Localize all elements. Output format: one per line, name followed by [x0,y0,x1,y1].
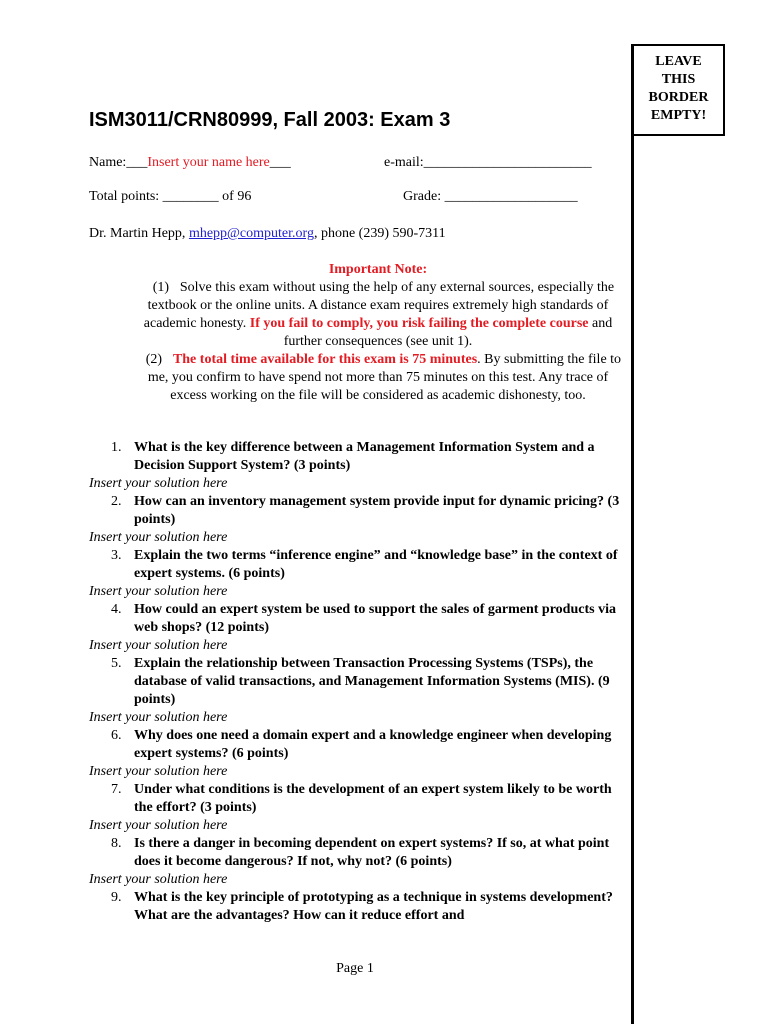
note-item-2 [134,351,622,405]
question-text: 6. Why does one need a domain expert and a knowledge engineer when developing expert systems? (6 points) [111,728,612,761]
answer-field[interactable]: Insert your solution here [89,476,228,491]
question-item [89,835,624,889]
instructor-email-link[interactable]: mhepp@computer.org [188,226,314,241]
instructor-phone: , phone (239) 590-7311 [313,226,446,241]
note-item-1-warning: If you fail to comply, you risk failing the complete course [249,316,589,331]
answer-field[interactable]: Insert your solution here [89,530,228,545]
note-item-2-emphasis: The total time available for this exam is 75 minutes [172,352,478,367]
question-number: 1. [111,440,122,455]
grade-field[interactable]: Grade: ___________________ [403,189,578,204]
note-heading: Important Note: [328,262,428,277]
note-item-2-marker: (2) [145,352,163,367]
name-line [89,154,291,172]
page-number: Page 1 [336,961,374,976]
name-label: Name:___ [89,155,148,170]
question-list [89,439,624,925]
border-note-line: EMPTY! [650,108,707,123]
exam-title: ISM3011/CRN80999, Fall 2003: Exam 3 [89,109,451,131]
total-points-field[interactable]: Total points: ________ of 96 [89,189,252,204]
question-item [89,655,624,727]
question-number: 2. [111,494,122,509]
question-item [89,601,624,655]
question-item [89,493,624,547]
border-note-line: LEAVE [655,54,702,69]
question-number: 8. [111,836,122,851]
instructor-name: Dr. Martin Hepp, [89,226,189,241]
question-item [89,547,624,601]
question-text: 4. How could an expert system be used to support the sales of garment products via web shops? (12 points) [111,602,616,635]
note-item-1-tail: and further consequences (see unit 1). [283,316,613,349]
answer-field[interactable]: Insert your solution here [89,584,228,599]
question-number: 6. [111,728,122,743]
question-item [89,781,624,835]
answer-field[interactable]: Insert your solution here [89,872,228,887]
border-note-line: BORDER [648,90,709,105]
question-number: 9. [111,890,122,905]
question-item [89,439,624,493]
question-item [89,727,624,781]
question-number: 5. [111,656,122,671]
email-field[interactable]: e-mail:________________________ [384,155,592,170]
question-text: 5. Explain the relationship between Transaction Processing Systems (TSPs), the database of valid transactions, and Management Information Systems (MIS). (9 points) [111,656,610,707]
margin-border-line [631,44,634,1024]
question-number: 4. [111,602,122,617]
question-text: 8. Is there a danger in becoming dependent on expert systems? If so, at what point does it become dangerous? If not, why not? (6 points) [111,836,610,869]
note-item-2-text: . By submitting the file to me, you confirm to have spend not more than 75 minutes on this test. Any trace of excess working on the file will be considered as academic dishonesty, too. [147,352,622,403]
answer-field[interactable]: Insert your solution here [89,764,228,779]
question-number: 3. [111,548,122,563]
border-note-line: THIS [661,72,696,87]
leave-border-empty-box [631,44,725,136]
important-note [134,261,622,405]
name-field[interactable]: Insert your name here [147,155,270,170]
note-item-1 [134,279,622,351]
question-text: 9. What is the key principle of prototyping as a technique in systems development? What are the advantages? How can it reduce effort and [111,890,613,923]
answer-field[interactable]: Insert your solution here [89,818,228,833]
question-text: 1. What is the key difference between a Management Information System and a Decision Support System? (3 points) [111,440,595,473]
question-number: 7. [111,782,122,797]
note-item-1-text: Solve this exam without using the help of any external sources, especially the textbook or the online units. A distance exam requires extremely high standards of academic honesty. [143,280,615,331]
question-text: 3. Explain the two terms “inference engine” and “knowledge base” in the context of expert systems. (6 points) [111,548,618,581]
name-tail: ___ [269,155,291,170]
question-item [89,889,624,925]
question-text: 7. Under what conditions is the development of an expert system likely to be worth the effort? (3 points) [111,782,612,815]
instructor-line [89,225,446,243]
question-text: 2. How can an inventory management system provide input for dynamic pricing? (3 points) [111,494,620,527]
note-item-1-marker: (1) [152,280,170,295]
answer-field[interactable]: Insert your solution here [89,710,228,725]
answer-field[interactable]: Insert your solution here [89,638,228,653]
